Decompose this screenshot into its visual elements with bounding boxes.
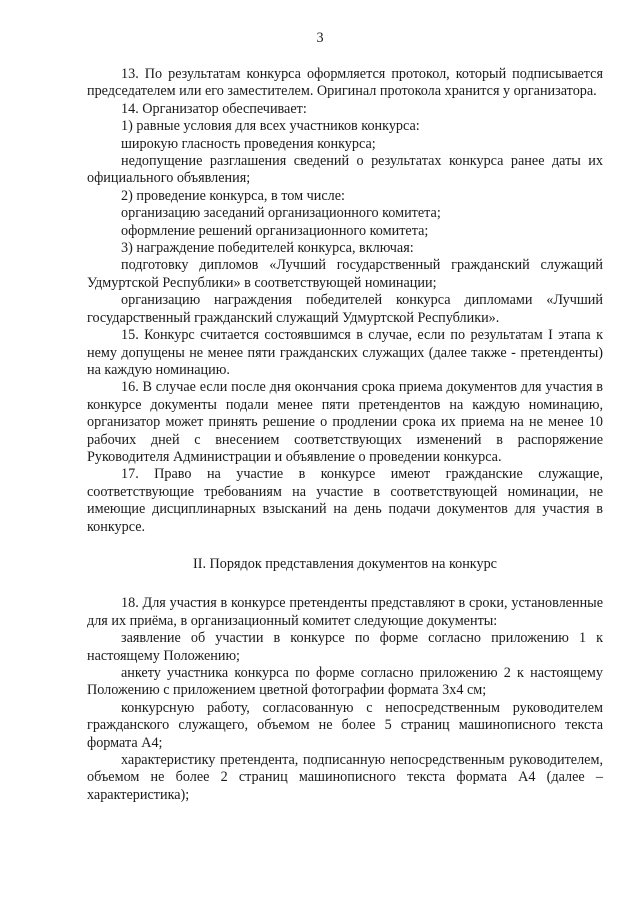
page-number: 3 [316,30,324,46]
list-item: недопущение разглашения сведений о результатах конкурса ранее даты их официального объявления; [87,153,603,187]
list-item: подготовку дипломов «Лучший государственный гражданский служащий Удмуртской Республики» в соответствующей номинации; [87,257,603,291]
list-item: 3) награждение победителей конкурса, включая: [121,240,414,257]
list-item: конкурсную работу, согласованную с непосредственным руководителем гражданского служащего, объемом не более 5 страниц машинописного текста формата А4; [87,699,603,751]
list-item: анкету участника конкурса по форме согласно приложению 2 к настоящему Положению с приложением цветной фотографии формата 3х4 см; [87,665,603,699]
list-item: организацию заседаний организационного комитета; [121,205,441,222]
section-title: II. Порядок представления документов на конкурс [193,555,497,572]
list-item: 2) проведение конкурса, в том числе: [121,187,345,204]
list-item: широкую гласность проведения конкурса; [121,135,376,152]
list-item: заявление об участии в конкурсе по форме согласно приложению 1 к настоящему Положению; [87,630,603,664]
document-body [87,66,603,804]
paragraph-16: 16. В случае если после дня окончания срока приема документов для участия в конкурсе документы подали менее пяти претендентов на каждую номинацию, организатор может принять решение о продлении срока их приема на не менее 10 рабочих дней с внесением соответствующих изменений в распоряжение Руководителя Администрации и объявление о проведении конкурса. [87,379,603,465]
list-item: 1) равные условия для всех участников конкурса: [121,118,420,135]
list-item: характеристику претендента, подписанную непосредственным руководителем, объемом не более 2 страниц машинописного текста формата А4 (далее – характеристика); [87,752,603,803]
paragraph-13: 13. По результатам конкурса оформляется протокол, который подписывается председателем или его заместителем. Оригинал протокола хранится у организатора. [87,66,603,100]
paragraph-15: 15. Конкурс считается состоявшимся в случае, если по результатам I этапа к нему допущены не менее пяти гражданских служащих (далее также - претенденты) на каждую номинацию. [87,327,603,378]
paragraph-14: 14. Организатор обеспечивает: [121,100,307,117]
paragraph-18: 18. Для участия в конкурсе претенденты представляют в сроки, установленные для их приёма, в организационный комитет следующие документы: [87,595,603,629]
list-item: оформление решений организационного комитета; [121,222,429,239]
list-item: организацию награждения победителей конкурса дипломами «Лучший государственный гражданский служащий Удмуртской Республики». [87,292,603,326]
paragraph-17: 17. Право на участие в конкурсе имеют гражданские служащие, соответствующие требованиям на участие в соответствующей номинации, не имеющие дисциплинарных взысканий на день подачи документов для участия в конкурсе. [87,466,603,535]
